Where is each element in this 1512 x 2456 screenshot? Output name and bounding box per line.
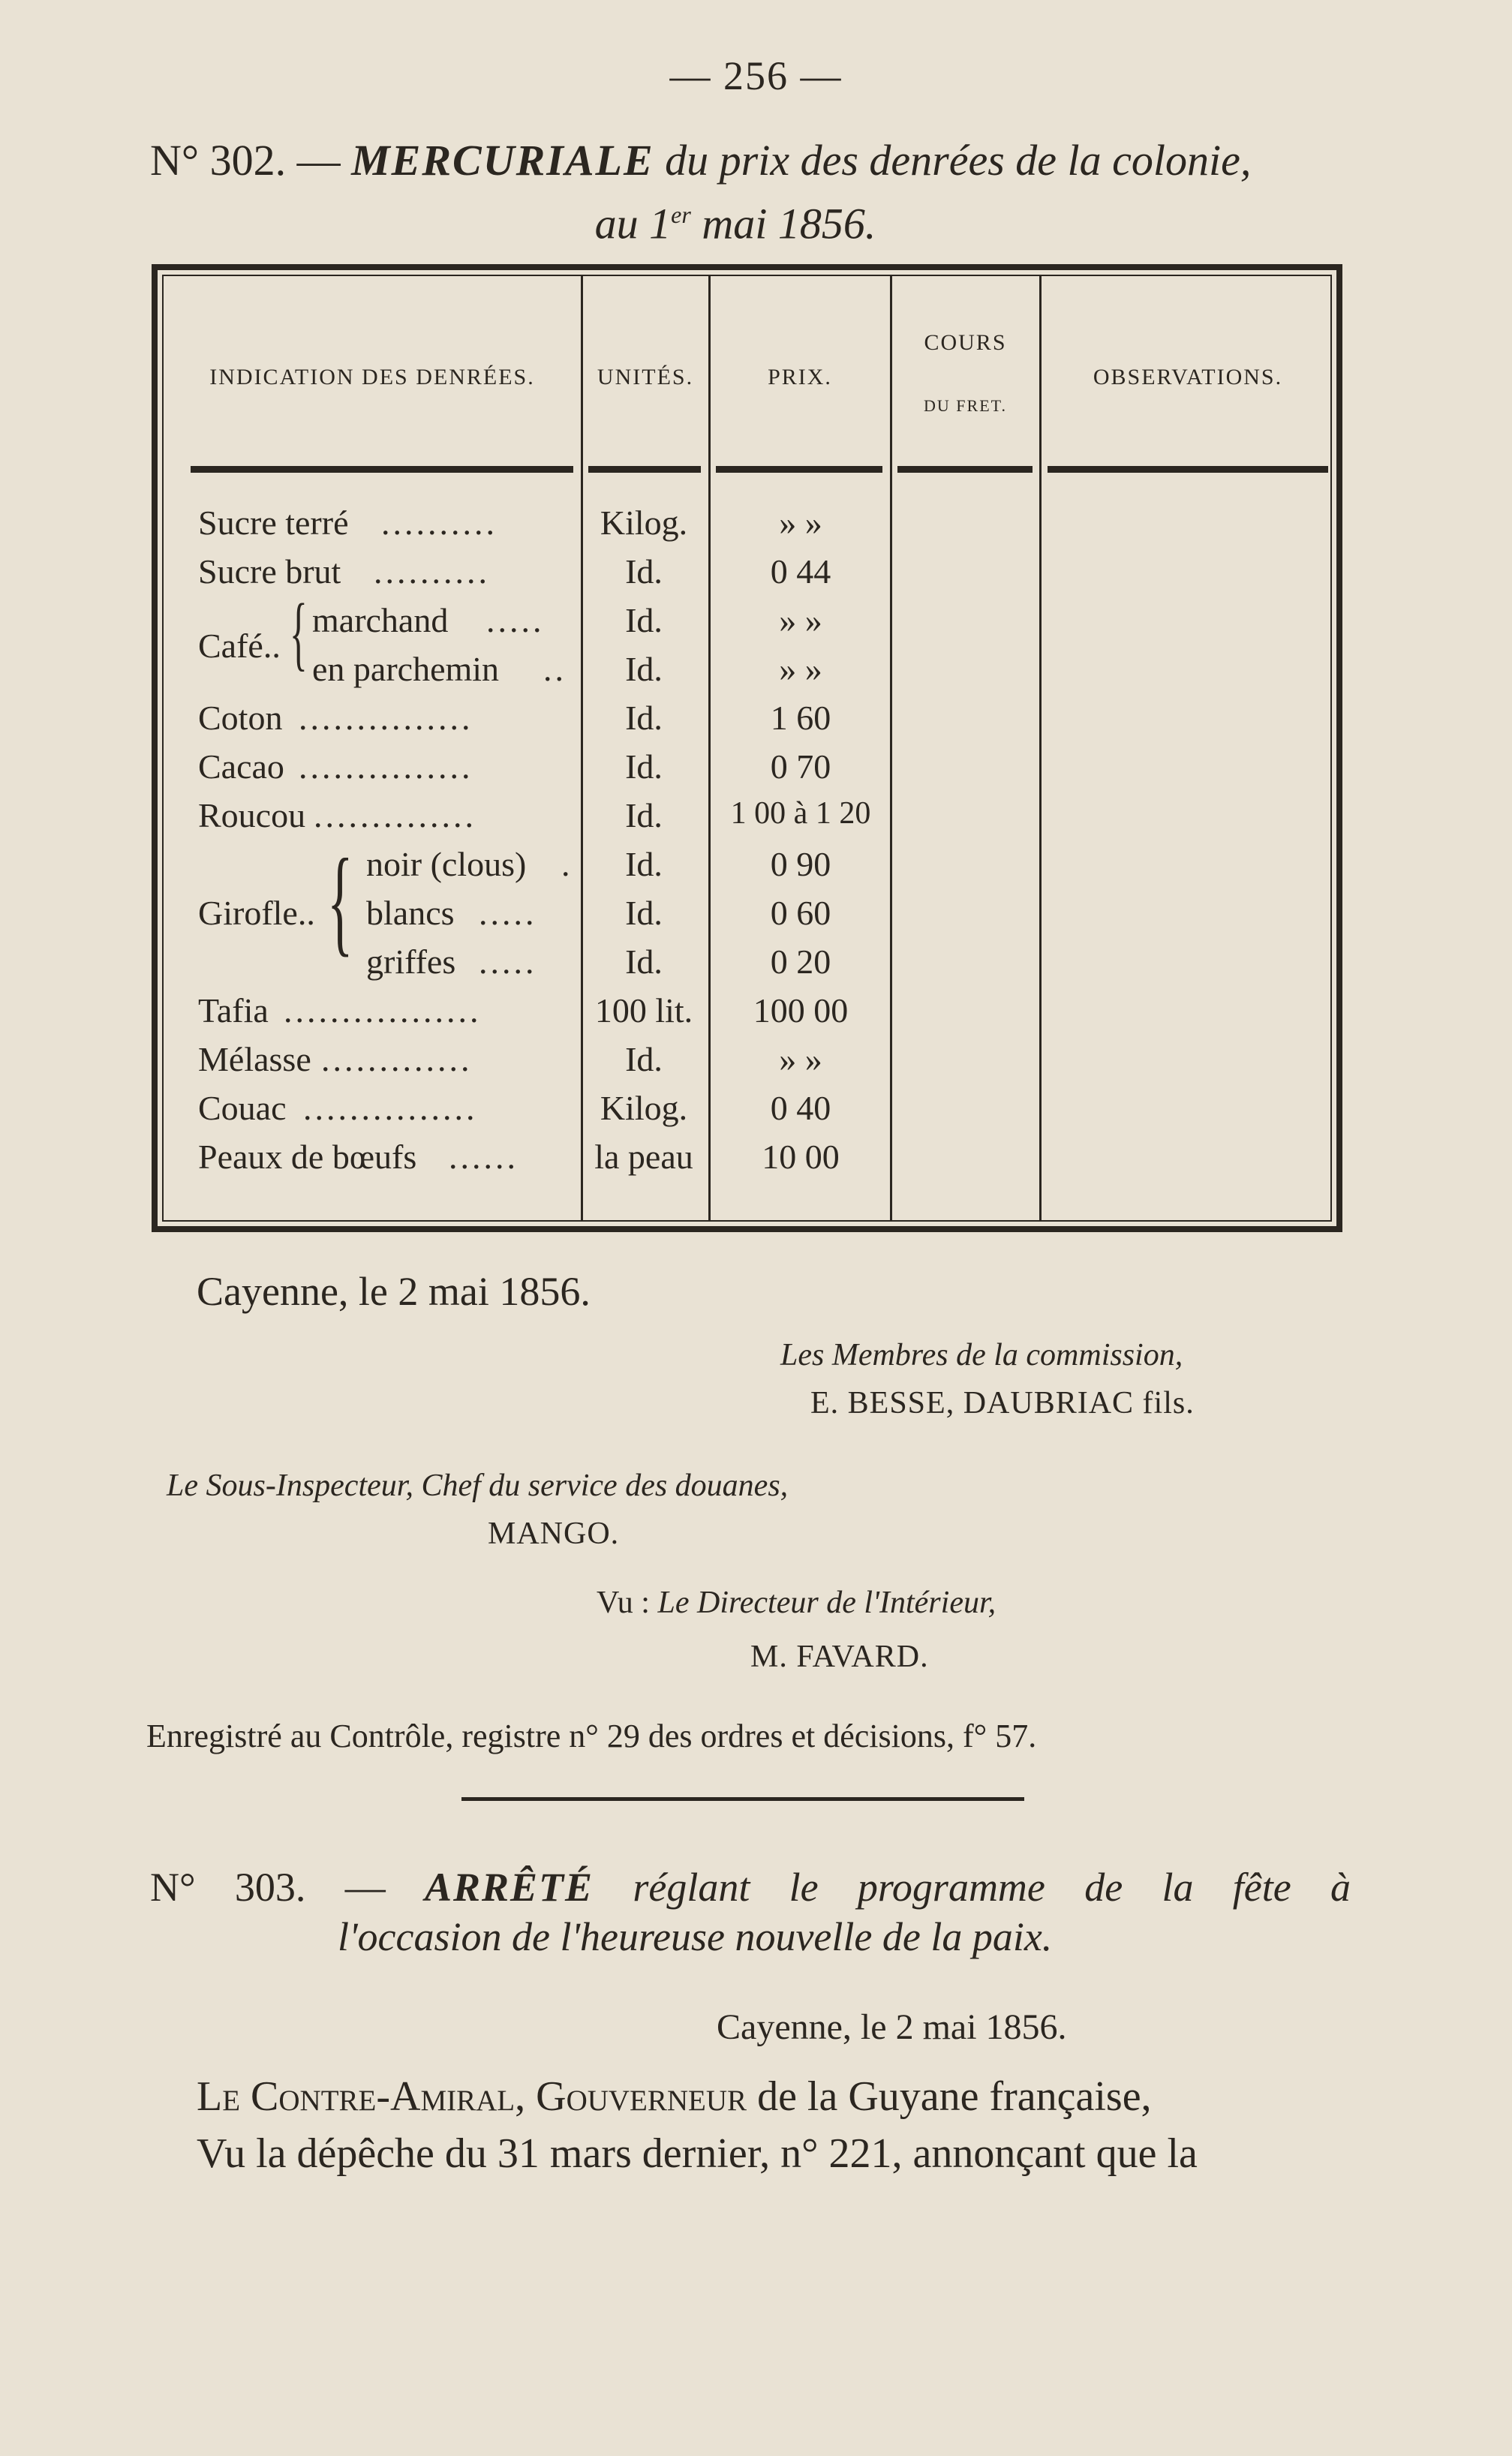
decree-302-title: MERCURIALE — [351, 136, 654, 185]
product-unit: Id. — [625, 747, 663, 786]
page-number: — 256 — — [669, 53, 843, 98]
product-price: » » — [779, 601, 822, 639]
product-price: 0 20 — [770, 942, 831, 981]
header-rule — [897, 466, 1033, 473]
product-price: 100 00 — [753, 991, 849, 1030]
table-row — [164, 649, 1330, 697]
price-table — [152, 264, 1342, 1232]
dot-leaders: ............. — [321, 1040, 473, 1078]
director-label: Le Directeur de l'Intérieur, — [657, 1586, 996, 1620]
product-name: noir (clous) — [366, 845, 527, 883]
product-price: 0 60 — [770, 894, 831, 932]
director-block — [597, 1585, 996, 1621]
header-rule — [191, 466, 573, 473]
dot-leaders: ..... — [486, 601, 545, 639]
product-name: Coton — [198, 699, 283, 737]
decree-302-heading — [150, 134, 1351, 251]
decree-303-dash: — — [344, 1865, 386, 1910]
governor-title: Le Contre-Amiral, Gouverneur — [197, 2073, 747, 2120]
brace-icon: { — [290, 587, 308, 678]
product-unit: Id. — [625, 1040, 663, 1078]
decree-303-title: ARRÊTÉ — [424, 1865, 594, 1910]
product-price: » » — [779, 504, 822, 542]
dot-leaders: .......... — [374, 552, 490, 591]
product-unit: Id. — [625, 650, 663, 688]
product-unit: Id. — [625, 942, 663, 981]
dot-leaders: ................. — [284, 991, 482, 1030]
dot-leaders: ............... — [303, 1089, 478, 1127]
product-name: Sucre terré — [198, 504, 349, 542]
product-price: 1 00 à 1 20 — [730, 796, 871, 831]
decree-303-subtitle-b: l'occasion de l'heureuse nouvelle de la paix. — [338, 1914, 1053, 1959]
product-unit: Kilog. — [600, 1089, 688, 1127]
header-rule — [716, 466, 882, 473]
header-fret-bottom: DU FRET. — [924, 396, 1007, 415]
table-row — [164, 942, 1330, 990]
table-row — [164, 552, 1330, 600]
product-price: 0 90 — [770, 845, 831, 883]
commission-names: E. BESSE, DAUBRIAC fils. — [810, 1386, 1195, 1420]
dot-leaders: . — [561, 845, 573, 883]
decree-302-subtitle-b-sup: er — [671, 201, 691, 228]
decree-303-line1 — [150, 1862, 1351, 1912]
director-name: M. FAVARD. — [750, 1640, 929, 1674]
product-unit: Id. — [625, 601, 663, 639]
dot-leaders: .. — [543, 650, 567, 688]
table-row — [164, 1137, 1330, 1185]
product-unit: Id. — [625, 699, 663, 737]
table-row — [164, 1088, 1330, 1136]
header-rule — [1048, 466, 1328, 473]
header-rule — [588, 466, 701, 473]
product-unit: 100 lit. — [594, 991, 693, 1030]
decree-303-body-line2: Vu la dépêche du 31 mars dernier, n° 221, annonçant que la — [197, 2130, 1198, 2177]
product-unit: Kilog. — [600, 504, 688, 542]
product-unit: Id. — [625, 552, 663, 591]
header-observations: OBSERVATIONS. — [1093, 365, 1283, 389]
table-row — [164, 844, 1330, 892]
table-row — [164, 893, 1330, 941]
product-name: griffes — [366, 942, 456, 981]
decree-302-subtitle-b-post: mai 1856. — [702, 199, 876, 248]
product-price: 0 40 — [770, 1089, 831, 1127]
inspector-label: Le Sous-Inspecteur, Chef du service des douanes, — [167, 1468, 789, 1503]
dot-leaders: .............. — [314, 796, 476, 834]
group-label-cafe: Café.. — [198, 627, 281, 665]
table-row — [164, 991, 1330, 1039]
header-unites: UNITÉS. — [597, 365, 694, 389]
product-unit: Id. — [625, 796, 663, 834]
dot-leaders: ...... — [449, 1138, 519, 1176]
table-row — [164, 698, 1330, 746]
header-prix: PRIX. — [768, 365, 832, 389]
section-separator — [461, 1797, 1024, 1801]
vu-label: Vu : — [597, 1586, 650, 1620]
product-price: » » — [779, 1040, 822, 1078]
table-row — [164, 503, 1330, 551]
dot-leaders: ..... — [479, 942, 537, 981]
table-row — [164, 600, 1330, 648]
header-fret-top: COURS — [924, 330, 1007, 355]
dot-leaders: .......... — [381, 504, 497, 542]
governor-location: de la Guyane française, — [757, 2073, 1152, 2120]
product-name: en parchemin — [312, 650, 500, 688]
product-price: 0 70 — [770, 747, 831, 786]
product-name: Roucou — [198, 796, 306, 834]
product-unit: Id. — [625, 845, 663, 883]
group-label-girofle: Girofle.. — [198, 894, 315, 932]
product-name: Peaux de bœufs — [198, 1138, 417, 1176]
decree-303-number: N° 303. — [150, 1865, 306, 1910]
product-name: Couac — [198, 1089, 287, 1127]
dot-leaders: ..... — [479, 894, 537, 932]
product-price: 10 00 — [762, 1138, 840, 1176]
product-unit: Id. — [625, 894, 663, 932]
product-unit: la peau — [594, 1138, 693, 1176]
decree-302-subtitle-a: du prix des denrées de la colonie, — [665, 136, 1252, 185]
decree-303-body-line1 — [197, 2073, 1152, 2121]
header-denrees: INDICATION DES DENRÉES. — [209, 365, 535, 389]
product-price: 1 60 — [770, 699, 831, 737]
decree-302-number: N° 302. — [150, 136, 287, 185]
product-price: » » — [779, 650, 822, 688]
inspector-name: MANGO. — [488, 1517, 620, 1551]
brace-icon: { — [327, 834, 353, 967]
product-name: marchand — [312, 601, 449, 639]
product-name: Cacao — [198, 747, 284, 786]
place-date-303: Cayenne, le 2 mai 1856. — [717, 2007, 1067, 2047]
decree-303-heading — [150, 1862, 1351, 1961]
product-name: Sucre brut — [198, 552, 341, 591]
place-date-302: Cayenne, le 2 mai 1856. — [197, 1269, 591, 1314]
table-row — [164, 1039, 1330, 1087]
product-name: blancs — [366, 894, 455, 932]
dot-leaders: ............... — [299, 699, 473, 737]
product-name: Tafia — [198, 991, 269, 1030]
decree-303-subtitle-a: réglant le programme de la fête à — [633, 1865, 1351, 1910]
price-table-inner — [162, 275, 1332, 1222]
registration-note: Enregistré au Contrôle, registre n° 29 des ordres et décisions, f° 57. — [146, 1718, 1037, 1754]
product-name: Mélasse — [198, 1040, 311, 1078]
decree-302-line1 — [150, 134, 1351, 188]
dot-leaders: ............... — [299, 747, 473, 786]
decree-302-line2 — [150, 188, 1351, 251]
decree-302-dash: — — [296, 136, 341, 185]
commission-label: Les Membres de la commission, — [780, 1338, 1183, 1372]
decree-302-subtitle-b-pre: au 1 — [594, 199, 672, 248]
table-row — [164, 747, 1330, 795]
product-price: 0 44 — [770, 552, 831, 591]
